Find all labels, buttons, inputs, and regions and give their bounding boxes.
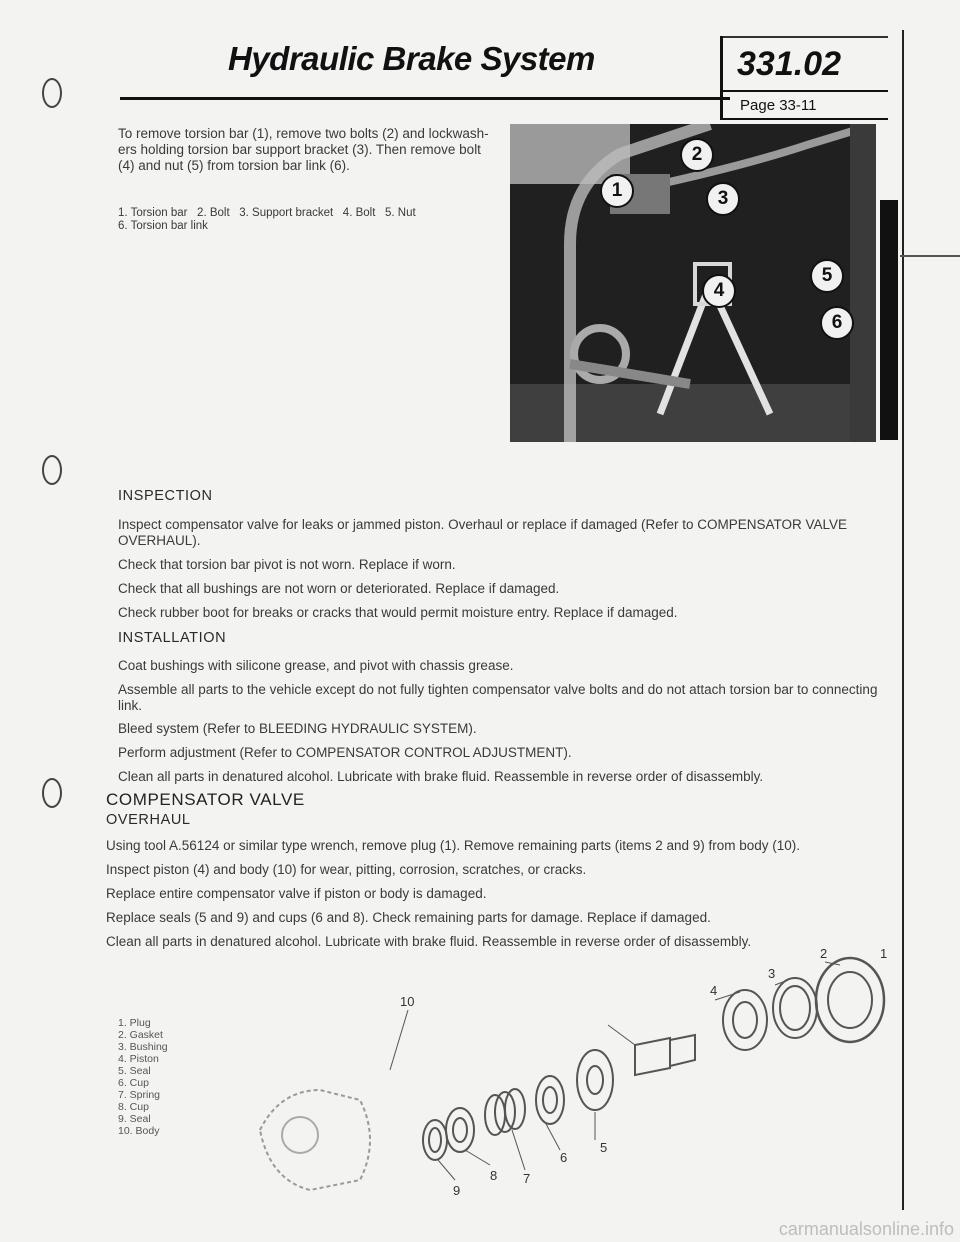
installation-paragraph: Perform adjustment (Refer to COMPENSATOR CONTROL ADJUSTMENT). [118, 745, 572, 760]
overhaul-paragraph: Using tool A.56124 or similar type wrench, remove plug (1). Remove remaining parts (items 2 and 9) from body (10). [106, 838, 801, 853]
installation-paragraph: Clean all parts in denatured alcohol. Lubricate with brake fluid. Reassemble in reverse order of disassembly. [118, 769, 764, 784]
parts-list-item: 7. Spring [118, 1089, 161, 1101]
page-title: Hydraulic Brake System [228, 40, 595, 77]
overhaul-subheading: OVERHAUL [106, 812, 191, 828]
drawing-label-1: 1 [880, 946, 888, 961]
photo-callout-6: 6 [820, 306, 854, 340]
photo-caption-line1: 1. Torsion bar 2. Bolt 3. Support bracket 4. Bolt 5. Nut [118, 207, 416, 219]
overhaul-paragraph: Clean all parts in denatured alcohol. Lubricate with brake fluid. Reassemble in reverse order of disassembly. [106, 934, 752, 949]
margin-tick [900, 255, 960, 257]
section-number: 331.02 [737, 45, 841, 83]
parts-list-item: 1. Plug [118, 1017, 151, 1029]
inspection-paragraph: Check rubber boot for breaks or cracks that would permit moisture entry. Replace if damaged. [118, 605, 678, 620]
torsion-bar-photo [510, 124, 876, 442]
drawing-label-7: 7 [523, 1171, 531, 1186]
drawing-label-9: 9 [453, 1183, 461, 1198]
parts-list-item: 4. Piston [118, 1053, 159, 1065]
binder-hole [42, 455, 62, 485]
compensator-valve-exploded-view [240, 940, 900, 1220]
photo-callout-3: 3 [706, 182, 740, 216]
drawing-label-5: 5 [600, 1140, 608, 1155]
page-number: Page 33-11 [740, 97, 817, 114]
inspection-paragraph: Inspect compensator valve for leaks or jammed piston. Overhaul or replace if damaged (Refer to COMPENSATOR VALVE OVERHAUL). [118, 517, 848, 548]
installation-heading: INSTALLATION [118, 630, 227, 646]
parts-list-item: 10. Body [118, 1125, 160, 1137]
margin-rule [902, 30, 904, 1210]
section-box-bottom-rule [720, 118, 888, 120]
drawing-label-4: 4 [710, 983, 718, 998]
photo-callout-5: 5 [810, 259, 844, 293]
drawing-label-8: 8 [490, 1168, 498, 1183]
photo-callout-2: 2 [680, 138, 714, 172]
parts-list-item: 5. Seal [118, 1065, 151, 1077]
photo-caption-line2: 6. Torsion bar link [118, 220, 208, 232]
compensator-heading: COMPENSATOR VALVE [106, 790, 305, 809]
section-box-left-rule [720, 36, 723, 120]
installation-paragraph: Bleed system (Refer to BLEEDING HYDRAULIC SYSTEM). [118, 721, 477, 736]
section-box-top-rule [720, 36, 888, 38]
parts-list [118, 1017, 218, 1137]
installation-paragraph: Assemble all parts to the vehicle except do not fully tighten compensator valve bolts and do not attach torsion bar to connecting link. [118, 682, 878, 713]
intro-paragraph: To remove torsion bar (1), remove two bolts (2) and lockwash-ers holding torsion bar support bracket (3). Then remove bolt (4) and nut (5) from torsion bar link (6). [118, 126, 489, 173]
parts-list-item: 3. Bushing [118, 1041, 168, 1053]
overhaul-paragraph: Replace entire compensator valve if piston or body is damaged. [106, 886, 487, 901]
overhaul-paragraph: Inspect piston (4) and body (10) for wear, pitting, corrosion, scratches, or cracks. [106, 862, 587, 877]
parts-list-item: 2. Gasket [118, 1029, 163, 1041]
inspection-heading: INSPECTION [118, 488, 213, 504]
parts-list-item: 9. Seal [118, 1113, 151, 1125]
binder-hole [42, 78, 62, 108]
drawing-label-10: 10 [400, 994, 415, 1009]
installation-paragraph: Coat bushings with silicone grease, and pivot with chassis grease. [118, 658, 514, 673]
section-box-divider [720, 90, 888, 92]
drawing-label-3: 3 [768, 966, 776, 981]
margin-tab-marker [880, 200, 898, 440]
header-rule [120, 97, 730, 100]
drawing-label-6: 6 [560, 1150, 568, 1165]
parts-list-item: 6. Cup [118, 1077, 149, 1089]
drawing-label-2: 2 [820, 946, 828, 961]
photo-callout-4: 4 [702, 274, 736, 308]
parts-list-item: 8. Cup [118, 1101, 149, 1113]
inspection-paragraph: Check that all bushings are not worn or deteriorated. Replace if damaged. [118, 581, 560, 596]
overhaul-paragraph: Replace seals (5 and 9) and cups (6 and 8). Check remaining parts for damage. Replace if damaged. [106, 910, 711, 925]
binder-hole [42, 778, 62, 808]
inspection-paragraph: Check that torsion bar pivot is not worn. Replace if worn. [118, 557, 456, 572]
watermark: carmanualsonline.info [778, 1219, 954, 1239]
photo-callout-1: 1 [600, 174, 634, 208]
